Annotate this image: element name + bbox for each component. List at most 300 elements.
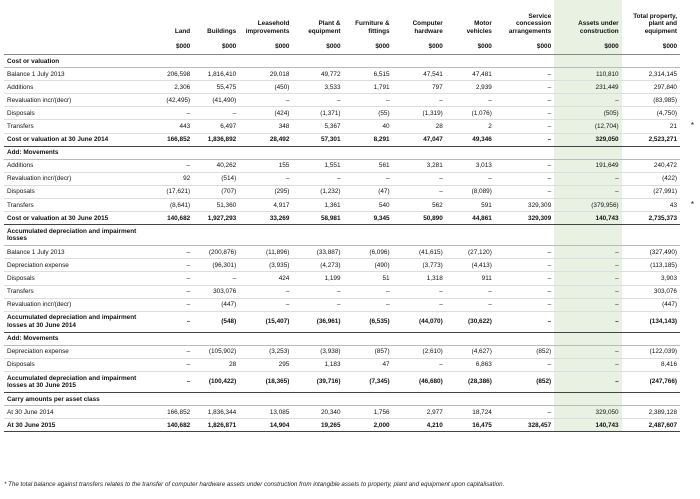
value-cell: 33,269 bbox=[239, 212, 292, 225]
value-cell bbox=[239, 55, 292, 68]
value-cell: – bbox=[554, 185, 621, 198]
value-cell: (514) bbox=[193, 172, 239, 185]
value-cell bbox=[193, 225, 239, 246]
value-cell: – bbox=[554, 298, 621, 311]
value-cell: (200,876) bbox=[193, 246, 239, 259]
value-cell bbox=[393, 225, 446, 246]
row-label: Transfers bbox=[4, 120, 147, 133]
value-cell: (490) bbox=[344, 259, 393, 272]
value-cell: 297,840 bbox=[622, 81, 680, 94]
value-cell: 328,457 bbox=[495, 419, 554, 432]
value-cell: (28,386) bbox=[446, 371, 495, 392]
value-cell: 47 bbox=[344, 358, 393, 371]
value-cell: 4,917 bbox=[239, 199, 292, 212]
value-cell: (47) bbox=[344, 185, 393, 198]
value-cell: (44,070) bbox=[393, 311, 446, 332]
value-cell bbox=[495, 225, 554, 246]
row-label: Depreciation expense bbox=[4, 259, 147, 272]
value-cell: 1,836,892 bbox=[193, 133, 239, 146]
value-cell: 18,724 bbox=[446, 406, 495, 419]
value-cell: 303,076 bbox=[622, 285, 680, 298]
value-cell: 55,475 bbox=[193, 81, 239, 94]
value-cell: (450) bbox=[239, 81, 292, 94]
value-cell: – bbox=[446, 172, 495, 185]
value-cell: (247,766) bbox=[622, 371, 680, 392]
header-cell: Leasehold improvements bbox=[245, 20, 290, 35]
value-cell bbox=[344, 146, 393, 159]
row-label: At 30 June 2015 bbox=[4, 419, 147, 432]
section-heading-row bbox=[4, 392, 680, 405]
value-cell: 43 bbox=[622, 199, 680, 212]
value-cell: 21 bbox=[622, 120, 680, 133]
value-cell: (327,490) bbox=[622, 246, 680, 259]
table-row bbox=[4, 246, 680, 259]
row-label: Accumulated depreciation and impairment losses at 30 June 2014 bbox=[4, 311, 147, 332]
row-label: Cost or valuation at 30 June 2015 bbox=[4, 212, 147, 225]
value-cell bbox=[292, 146, 343, 159]
value-cell bbox=[495, 332, 554, 345]
value-cell: – bbox=[446, 94, 495, 107]
unit-cell: $000 bbox=[239, 38, 292, 55]
value-cell: 2 bbox=[446, 120, 495, 133]
row-label: Transfers bbox=[4, 285, 147, 298]
value-cell: 9,345 bbox=[344, 212, 393, 225]
row-label: Transfers bbox=[4, 199, 147, 212]
value-cell: (6,096) bbox=[344, 246, 393, 259]
value-cell: – bbox=[495, 120, 554, 133]
value-cell: 4,210 bbox=[393, 419, 446, 432]
value-cell: 51 bbox=[344, 272, 393, 285]
value-cell: 6,497 bbox=[193, 120, 239, 133]
value-cell: (6,535) bbox=[344, 311, 393, 332]
value-cell: (1,371) bbox=[292, 107, 343, 120]
value-cell: – bbox=[344, 94, 393, 107]
value-cell: (2,610) bbox=[393, 345, 446, 358]
value-cell: 110,810 bbox=[554, 68, 621, 81]
footnote-marker: * bbox=[690, 199, 694, 209]
value-cell: 6,515 bbox=[344, 68, 393, 81]
value-cell: (105,902) bbox=[193, 345, 239, 358]
value-cell bbox=[239, 225, 292, 246]
value-cell: 2,389,128 bbox=[622, 406, 680, 419]
row-label: Accumulated depreciation and impairment losses bbox=[4, 225, 147, 246]
row-label: Add: Movements bbox=[4, 146, 147, 159]
total-row bbox=[4, 371, 680, 392]
value-cell: – bbox=[147, 285, 193, 298]
value-cell: (15,407) bbox=[239, 311, 292, 332]
value-cell bbox=[554, 392, 621, 405]
value-cell: 424 bbox=[239, 272, 292, 285]
row-label: Balance 1 July 2013 bbox=[4, 246, 147, 259]
value-cell: 51,360 bbox=[193, 199, 239, 212]
value-cell bbox=[446, 146, 495, 159]
header-row bbox=[4, 0, 680, 38]
total-row bbox=[4, 133, 680, 146]
value-cell: (3,935) bbox=[239, 259, 292, 272]
value-cell: 1,361 bbox=[292, 199, 343, 212]
row-label: Additions bbox=[4, 159, 147, 172]
row-label: Disposals bbox=[4, 358, 147, 371]
value-cell: – bbox=[495, 285, 554, 298]
value-cell: – bbox=[554, 94, 621, 107]
table-row bbox=[4, 159, 680, 172]
value-cell: (4,273) bbox=[292, 259, 343, 272]
value-cell: – bbox=[554, 285, 621, 298]
value-cell: (422) bbox=[622, 172, 680, 185]
value-cell bbox=[446, 392, 495, 405]
value-cell: (505) bbox=[554, 107, 621, 120]
value-cell: – bbox=[147, 259, 193, 272]
value-cell: – bbox=[393, 185, 446, 198]
value-cell: (83,985) bbox=[622, 94, 680, 107]
value-cell: (1,076) bbox=[446, 107, 495, 120]
value-cell: (33,887) bbox=[292, 246, 343, 259]
value-cell: 5,367 bbox=[292, 120, 343, 133]
value-cell: 303,076 bbox=[193, 285, 239, 298]
value-cell bbox=[495, 146, 554, 159]
value-cell: 1,816,410 bbox=[193, 68, 239, 81]
value-cell: – bbox=[495, 81, 554, 94]
value-cell: (41,615) bbox=[393, 246, 446, 259]
value-cell: – bbox=[147, 272, 193, 285]
value-cell bbox=[239, 392, 292, 405]
header-cell-label bbox=[4, 0, 147, 38]
total-row bbox=[4, 212, 680, 225]
value-cell: (55) bbox=[344, 107, 393, 120]
row-label: Revaluation incr/(decr) bbox=[4, 298, 147, 311]
value-cell bbox=[292, 225, 343, 246]
value-cell: 562 bbox=[393, 199, 446, 212]
value-cell bbox=[622, 225, 680, 246]
value-cell: 14,904 bbox=[239, 419, 292, 432]
value-cell: (27,991) bbox=[622, 185, 680, 198]
value-cell: (4,627) bbox=[446, 345, 495, 358]
value-cell: 57,301 bbox=[292, 133, 343, 146]
row-label: Disposals bbox=[4, 107, 147, 120]
value-cell bbox=[193, 332, 239, 345]
row-label: Carry amounts per asset class bbox=[4, 392, 147, 405]
table-row bbox=[4, 120, 680, 133]
row-label: Revaluation incr/(decr) bbox=[4, 94, 147, 107]
value-cell bbox=[393, 392, 446, 405]
value-cell: – bbox=[554, 311, 621, 332]
unit-cell: $000 bbox=[193, 38, 239, 55]
value-cell: 443 bbox=[147, 120, 193, 133]
row-label: Disposals bbox=[4, 272, 147, 285]
value-cell: 329,050 bbox=[554, 133, 621, 146]
value-cell: 3,013 bbox=[446, 159, 495, 172]
value-cell bbox=[622, 146, 680, 159]
unit-cell: $000 bbox=[622, 38, 680, 55]
value-cell: (27,120) bbox=[446, 246, 495, 259]
value-cell: 329,050 bbox=[554, 406, 621, 419]
value-cell: 28 bbox=[393, 120, 446, 133]
value-cell: – bbox=[495, 311, 554, 332]
value-cell: 166,852 bbox=[147, 133, 193, 146]
row-label: Cost or valuation at 30 June 2014 bbox=[4, 133, 147, 146]
value-cell: – bbox=[495, 358, 554, 371]
value-cell: 2,939 bbox=[446, 81, 495, 94]
row-label: Additions bbox=[4, 81, 147, 94]
value-cell: 1,756 bbox=[344, 406, 393, 419]
value-cell: – bbox=[495, 246, 554, 259]
value-cell: – bbox=[446, 285, 495, 298]
value-cell: – bbox=[193, 272, 239, 285]
footnote-marker: * bbox=[690, 120, 694, 130]
row-label: Disposals bbox=[4, 185, 147, 198]
value-cell: 2,487,607 bbox=[622, 419, 680, 432]
value-cell: (548) bbox=[193, 311, 239, 332]
unit-cell: $000 bbox=[147, 38, 193, 55]
value-cell: 140,743 bbox=[554, 212, 621, 225]
value-cell: (17,621) bbox=[147, 185, 193, 198]
table-row bbox=[4, 172, 680, 185]
value-cell: 140,743 bbox=[554, 419, 621, 432]
value-cell: – bbox=[554, 358, 621, 371]
value-cell bbox=[147, 146, 193, 159]
unit-cell: $000 bbox=[446, 38, 495, 55]
value-cell: 13,085 bbox=[239, 406, 292, 419]
value-cell: 40 bbox=[344, 120, 393, 133]
value-cell: – bbox=[495, 406, 554, 419]
value-cell: – bbox=[554, 246, 621, 259]
value-cell bbox=[622, 55, 680, 68]
value-cell bbox=[495, 55, 554, 68]
value-cell: 3,903 bbox=[622, 272, 680, 285]
value-cell bbox=[446, 332, 495, 345]
value-cell bbox=[393, 146, 446, 159]
value-cell: 140,682 bbox=[147, 212, 193, 225]
value-cell: (100,422) bbox=[193, 371, 239, 392]
value-cell bbox=[344, 392, 393, 405]
value-cell: (96,301) bbox=[193, 259, 239, 272]
value-cell: 1,199 bbox=[292, 272, 343, 285]
header-cell: Buildings bbox=[207, 27, 237, 35]
value-cell bbox=[292, 55, 343, 68]
value-cell: – bbox=[344, 285, 393, 298]
value-cell: – bbox=[495, 133, 554, 146]
value-cell: 2,977 bbox=[393, 406, 446, 419]
value-cell: – bbox=[292, 94, 343, 107]
footnote: * The total balance against transfers relates to the transfer of computer hardware assets under construction from intangible assets to property, plant and equipment upon capitalisation. bbox=[4, 481, 505, 488]
value-cell: (8,641) bbox=[147, 199, 193, 212]
table-row bbox=[4, 185, 680, 198]
value-cell: 6,863 bbox=[446, 358, 495, 371]
value-cell: (447) bbox=[622, 298, 680, 311]
value-cell: 49,772 bbox=[292, 68, 343, 81]
value-cell: 240,472 bbox=[622, 159, 680, 172]
value-cell: (7,345) bbox=[344, 371, 393, 392]
value-cell: 19,265 bbox=[292, 419, 343, 432]
value-cell: – bbox=[495, 298, 554, 311]
value-cell: – bbox=[239, 285, 292, 298]
value-cell: 140,682 bbox=[147, 419, 193, 432]
row-label: Accumulated depreciation and impairment losses at 30 June 2015 bbox=[4, 371, 147, 392]
value-cell: 8,416 bbox=[622, 358, 680, 371]
value-cell: (113,185) bbox=[622, 259, 680, 272]
value-cell: – bbox=[554, 345, 621, 358]
value-cell: – bbox=[147, 159, 193, 172]
value-cell: 1,551 bbox=[292, 159, 343, 172]
value-cell: 2,306 bbox=[147, 81, 193, 94]
value-cell: (707) bbox=[193, 185, 239, 198]
value-cell: (4,413) bbox=[446, 259, 495, 272]
value-cell: (42,495) bbox=[147, 94, 193, 107]
table-row bbox=[4, 68, 680, 81]
value-cell: (3,773) bbox=[393, 259, 446, 272]
value-cell: – bbox=[495, 94, 554, 107]
table-row bbox=[4, 285, 680, 298]
value-cell: 206,598 bbox=[147, 68, 193, 81]
value-cell bbox=[147, 225, 193, 246]
value-cell: (3,938) bbox=[292, 345, 343, 358]
ppe-table bbox=[4, 0, 680, 432]
value-cell: (1,232) bbox=[292, 185, 343, 198]
value-cell bbox=[239, 146, 292, 159]
value-cell: 1,836,344 bbox=[193, 406, 239, 419]
value-cell: – bbox=[147, 345, 193, 358]
value-cell: 40,262 bbox=[193, 159, 239, 172]
header-cell: Total property, plant and equipment bbox=[633, 12, 677, 35]
units-row bbox=[4, 38, 680, 55]
value-cell: – bbox=[446, 298, 495, 311]
value-cell: (46,680) bbox=[393, 371, 446, 392]
value-cell: – bbox=[147, 298, 193, 311]
value-cell: – bbox=[239, 298, 292, 311]
value-cell bbox=[554, 55, 621, 68]
value-cell: – bbox=[393, 94, 446, 107]
table-row bbox=[4, 272, 680, 285]
value-cell: (424) bbox=[239, 107, 292, 120]
row-label: At 30 June 2014 bbox=[4, 406, 147, 419]
value-cell bbox=[292, 332, 343, 345]
value-cell: (4,750) bbox=[622, 107, 680, 120]
value-cell: (852) bbox=[495, 345, 554, 358]
value-cell bbox=[554, 225, 621, 246]
value-cell: – bbox=[147, 371, 193, 392]
value-cell: (295) bbox=[239, 185, 292, 198]
table-row bbox=[4, 259, 680, 272]
table-row bbox=[4, 107, 680, 120]
value-cell: – bbox=[495, 272, 554, 285]
value-cell: – bbox=[344, 172, 393, 185]
header-cell: Assets under construction bbox=[554, 0, 621, 38]
row-label: Add: Movements bbox=[4, 332, 147, 345]
value-cell bbox=[147, 55, 193, 68]
value-cell: – bbox=[393, 358, 446, 371]
unit-cell: $000 bbox=[393, 38, 446, 55]
value-cell bbox=[193, 146, 239, 159]
value-cell: 231,449 bbox=[554, 81, 621, 94]
value-cell: (447) bbox=[193, 298, 239, 311]
value-cell: 1,318 bbox=[393, 272, 446, 285]
value-cell bbox=[446, 225, 495, 246]
total-row bbox=[4, 419, 680, 432]
value-cell: 2,523,271 bbox=[622, 133, 680, 146]
unit-cell: $000 bbox=[554, 38, 621, 55]
value-cell bbox=[344, 332, 393, 345]
section-heading-row bbox=[4, 332, 680, 345]
value-cell bbox=[622, 392, 680, 405]
table-row bbox=[4, 81, 680, 94]
value-cell: 3,281 bbox=[393, 159, 446, 172]
table-row bbox=[4, 298, 680, 311]
value-cell: 58,981 bbox=[292, 212, 343, 225]
value-cell bbox=[344, 55, 393, 68]
value-cell bbox=[193, 55, 239, 68]
value-cell: 1,826,871 bbox=[193, 419, 239, 432]
value-cell: 29,018 bbox=[239, 68, 292, 81]
value-cell: (41,490) bbox=[193, 94, 239, 107]
value-cell: 28,492 bbox=[239, 133, 292, 146]
total-row bbox=[4, 311, 680, 332]
header-cell: Land bbox=[174, 27, 191, 35]
value-cell: 797 bbox=[393, 81, 446, 94]
value-cell: 1,791 bbox=[344, 81, 393, 94]
value-cell: – bbox=[147, 358, 193, 371]
table-row bbox=[4, 406, 680, 419]
section-heading-row bbox=[4, 225, 680, 246]
value-cell bbox=[147, 332, 193, 345]
value-cell bbox=[393, 55, 446, 68]
value-cell: (12,704) bbox=[554, 120, 621, 133]
value-cell: 295 bbox=[239, 358, 292, 371]
value-cell bbox=[622, 332, 680, 345]
value-cell: – bbox=[495, 68, 554, 81]
value-cell: (18,365) bbox=[239, 371, 292, 392]
table-row bbox=[4, 94, 680, 107]
value-cell: (1,319) bbox=[393, 107, 446, 120]
value-cell: 191,649 bbox=[554, 159, 621, 172]
value-cell bbox=[495, 392, 554, 405]
header-cell: Furniture & fittings bbox=[355, 20, 390, 35]
value-cell: (852) bbox=[495, 371, 554, 392]
value-cell: – bbox=[193, 107, 239, 120]
value-cell: (857) bbox=[344, 345, 393, 358]
value-cell: 2,314,145 bbox=[622, 68, 680, 81]
value-cell: – bbox=[344, 298, 393, 311]
value-cell: (122,039) bbox=[622, 345, 680, 358]
unit-cell: $000 bbox=[344, 38, 393, 55]
value-cell: – bbox=[495, 185, 554, 198]
value-cell: 348 bbox=[239, 120, 292, 133]
value-cell: (134,143) bbox=[622, 311, 680, 332]
value-cell: 8,291 bbox=[344, 133, 393, 146]
value-cell bbox=[344, 225, 393, 246]
value-cell bbox=[239, 332, 292, 345]
row-label: Depreciation expense bbox=[4, 345, 147, 358]
unit-cell: $000 bbox=[292, 38, 343, 55]
value-cell bbox=[193, 392, 239, 405]
value-cell: 3,533 bbox=[292, 81, 343, 94]
table-row bbox=[4, 199, 680, 212]
value-cell: 1,927,293 bbox=[193, 212, 239, 225]
value-cell: – bbox=[147, 246, 193, 259]
value-cell: – bbox=[495, 159, 554, 172]
value-cell: – bbox=[495, 259, 554, 272]
value-cell: – bbox=[239, 94, 292, 107]
unit-cell bbox=[4, 38, 147, 55]
value-cell: 2,735,373 bbox=[622, 212, 680, 225]
value-cell: (30,622) bbox=[446, 311, 495, 332]
row-label: Cost or valuation bbox=[4, 55, 147, 68]
value-cell: 155 bbox=[239, 159, 292, 172]
header-cell: Plant & equipment bbox=[308, 20, 341, 35]
value-cell: 16,475 bbox=[446, 419, 495, 432]
value-cell: – bbox=[393, 285, 446, 298]
value-cell: 561 bbox=[344, 159, 393, 172]
header-cell: Service concession arrangements bbox=[508, 12, 552, 35]
